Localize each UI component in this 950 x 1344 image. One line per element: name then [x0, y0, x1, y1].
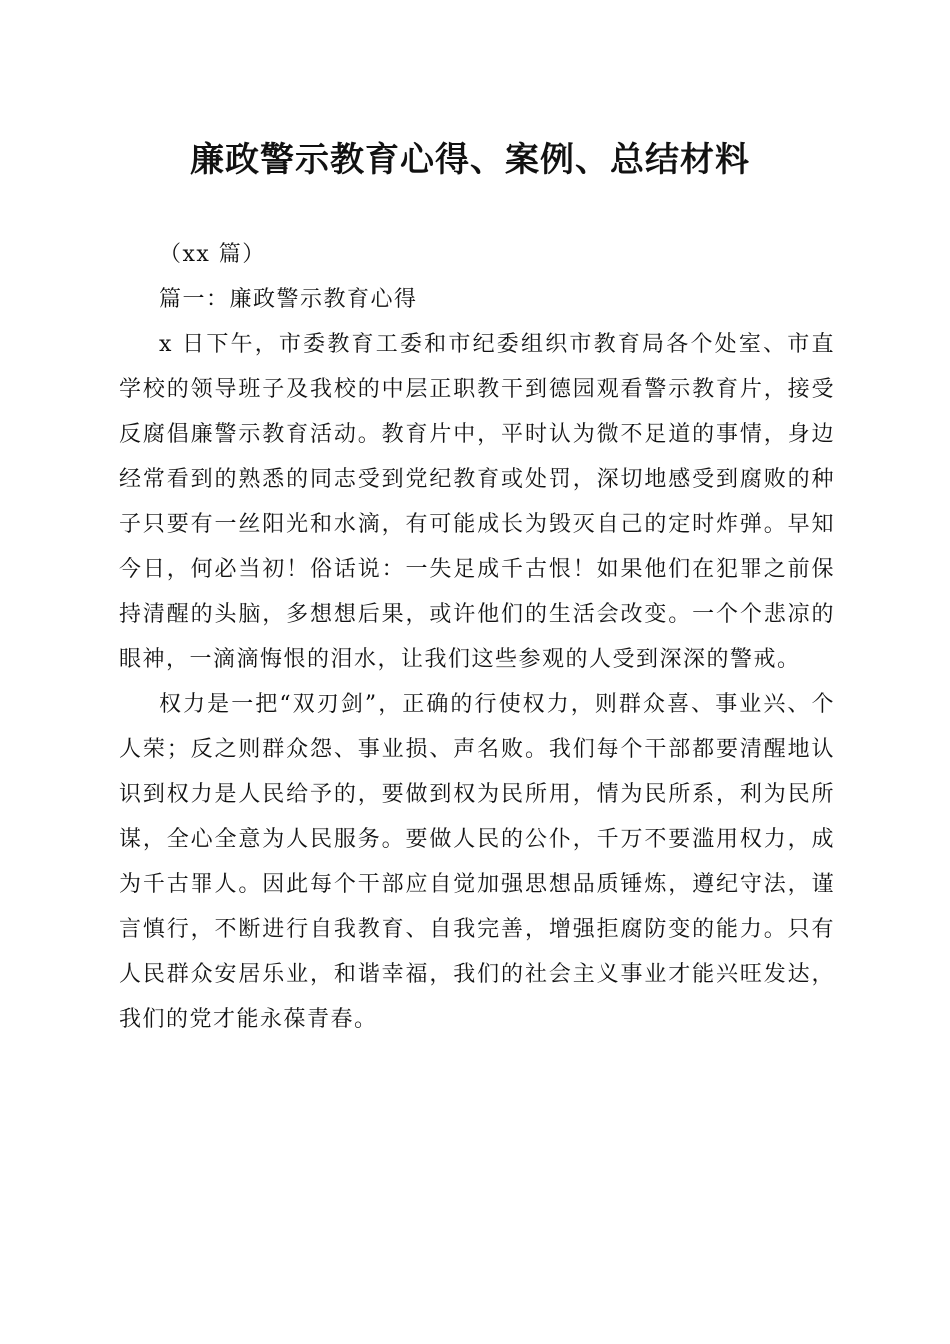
paragraph-1: x 日下午，市委教育工委和市纪委组织市教育局各个处室、市直学校的领导班子及我校的中层正职教干到德园观看警示教育片，接受反腐倡廉警示教育活动。教育片中，平时认为微不足道的事情，身边经常看到的熟悉的同志受到党纪教育或处罚，深切地感受到腐败的种子只要有一丝阳光和水滴，有可能成长为毁灭自己的定时炸弹。早知今日，何必当初！俗话说：一失足成千古恨！如果他们在犯罪之前保持清醒的头脑，多想想后果，或许他们的生活会改变。一个个悲凉的眼神，一滴滴悔恨的泪水，让我们这些参观的人受到深深的警戒。 — [119, 332, 835, 672]
document-title: 廉政警示教育心得、案例、总结材料 — [190, 140, 750, 180]
section-heading: 篇一：廉政警示教育心得 — [159, 287, 418, 312]
paragraph-2: 权力是一把“双刃剑”，正确的行使权力，则群众喜、事业兴、个人荣；反之则群众怨、事业损、声名败。我们每个干部都要清醒地认识到权力是人民给予的，要做到权为民所用，情为民所系，利为民所谋，全心全意为人民服务。要做人民的公仆，千万不要滥用权力，成为千古罪人。因此每个干部应自觉加强思想品质锤炼，遵纪守法，谨言慎行，不断进行自我教育、自我完善，增强拒腐防变的能力。只有人民群众安居乐业，和谐幸福，我们的社会主义事业才能兴旺发达，我们的党才能永葆青春。 — [119, 692, 835, 1032]
document-body — [119, 232, 835, 1042]
count-note: （xx 篇） — [159, 242, 266, 267]
